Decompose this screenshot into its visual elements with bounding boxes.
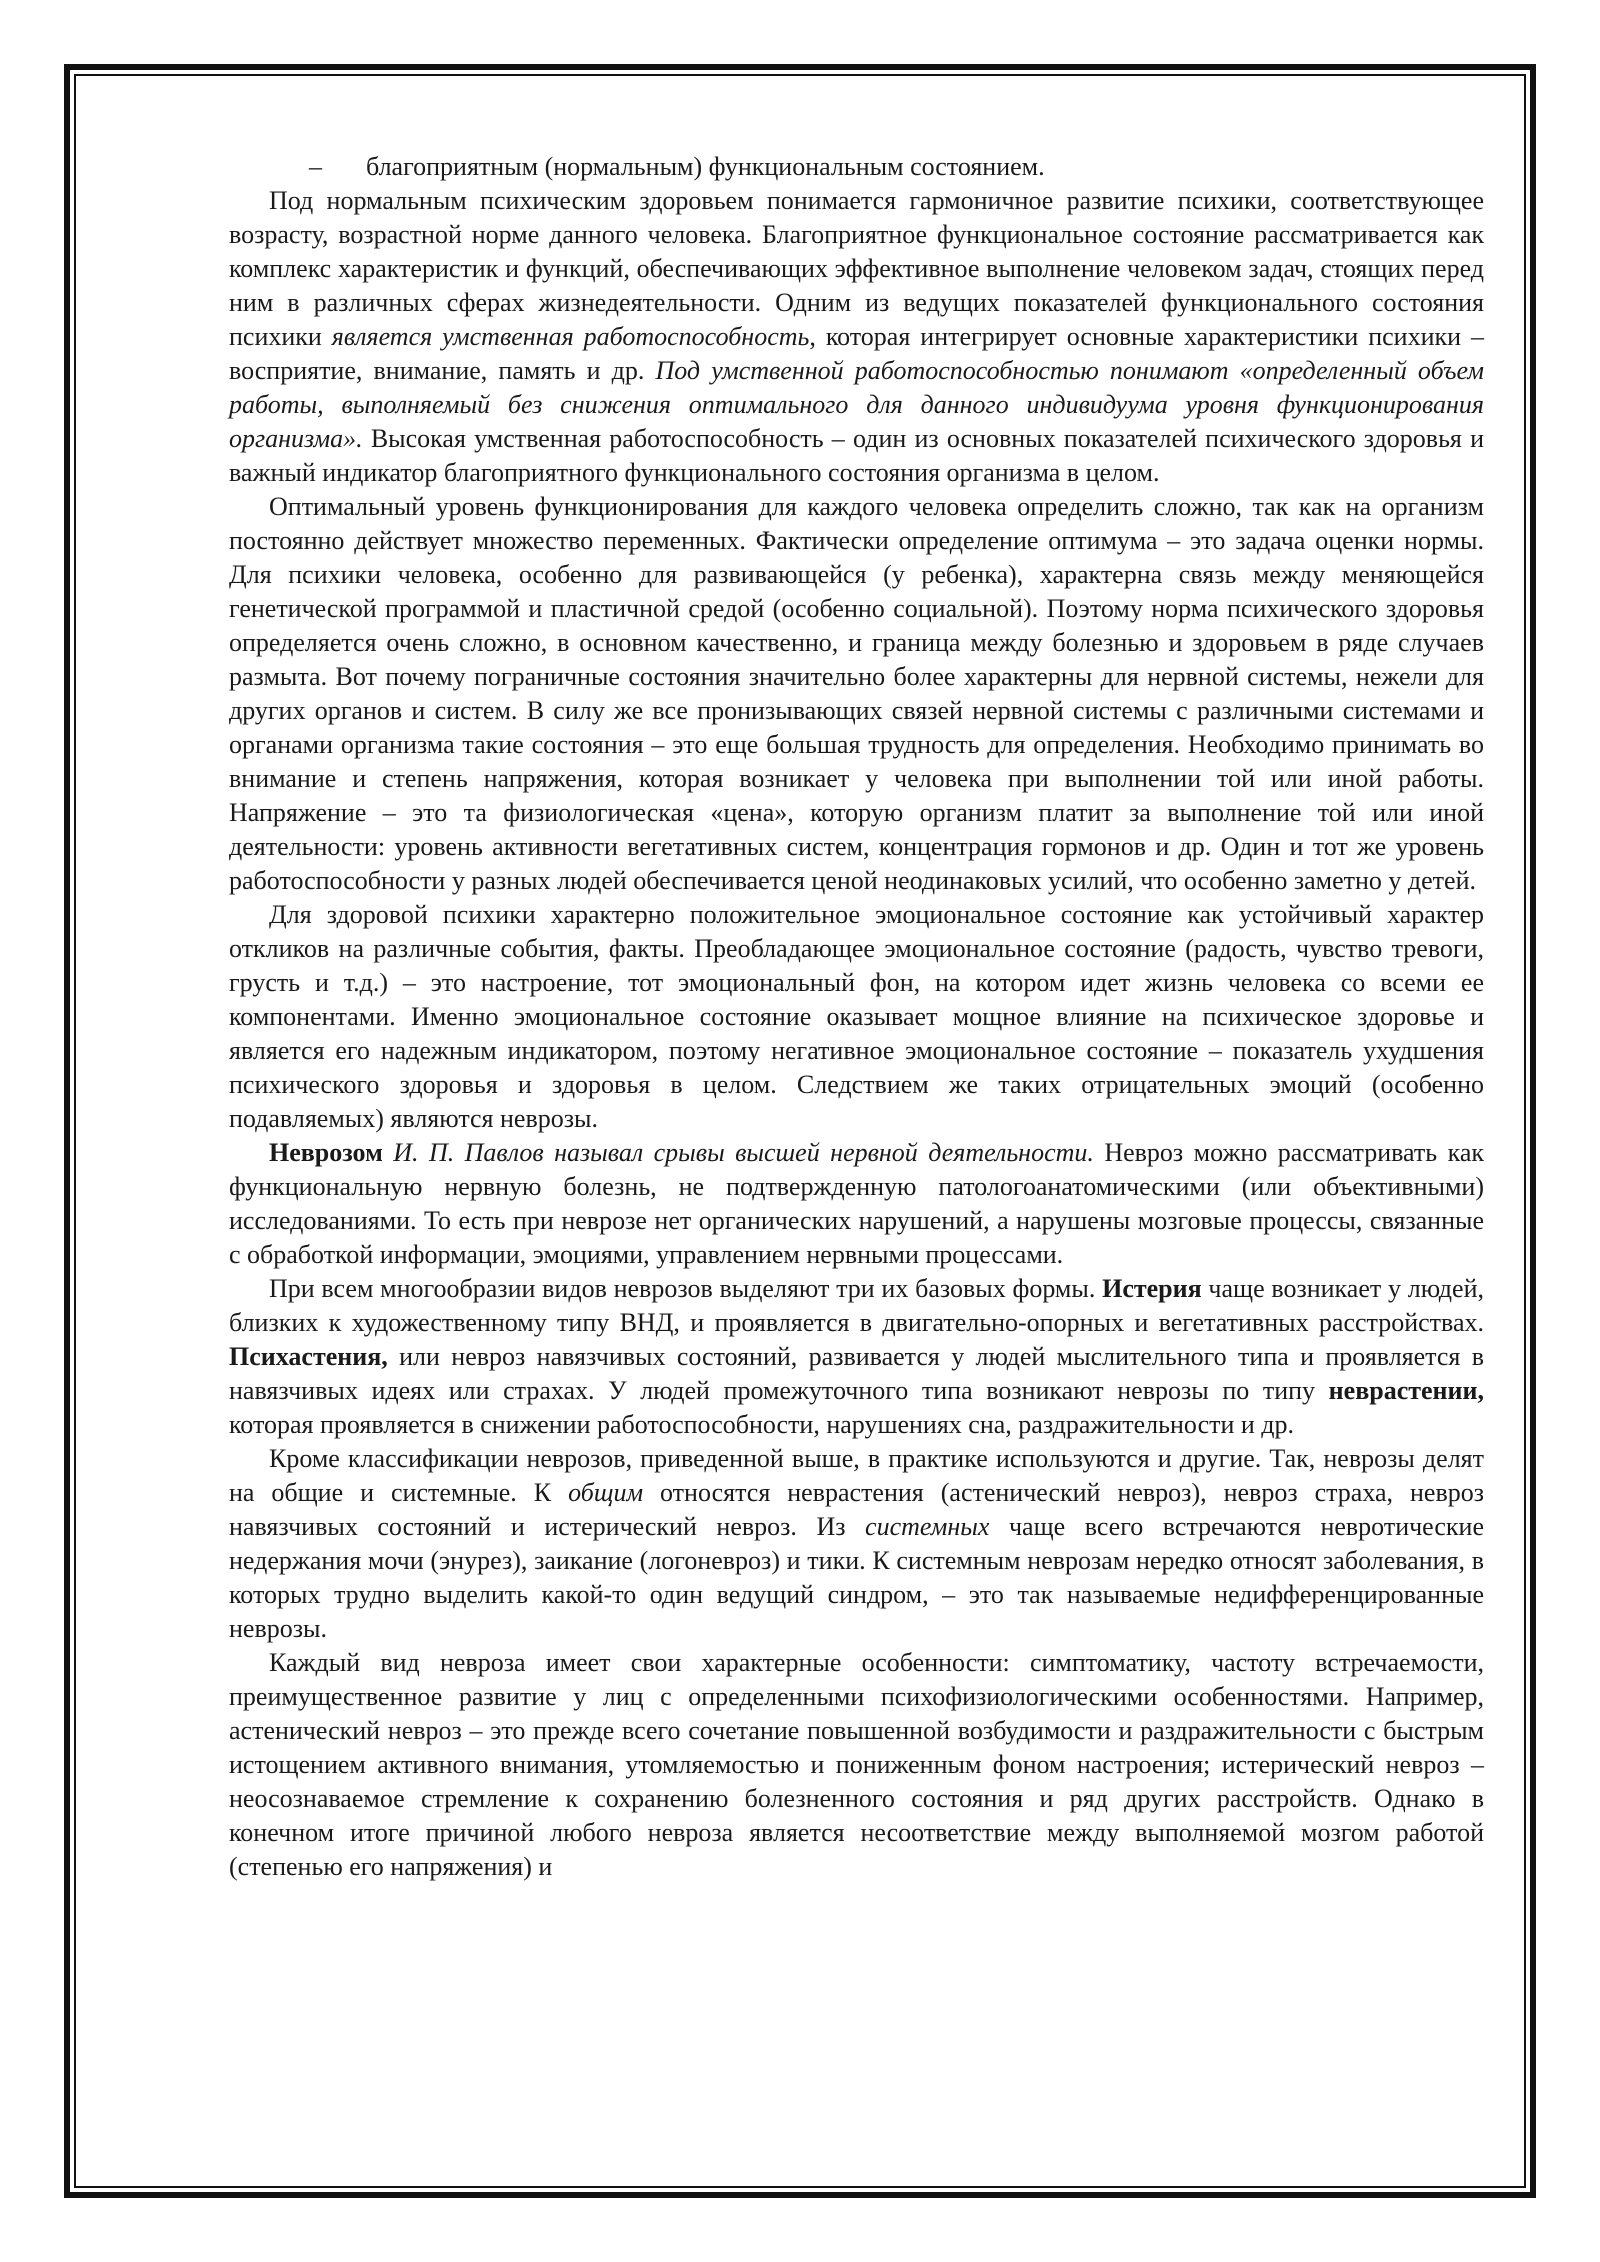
paragraph-emotional-state: Для здоровой психики характерно положительное эмоциональное состояние как устойчивый характер откликов на различные события, факты. Преобладающее эмоциональное состояние (радость, чувство тревоги, грусть и т.д.) – это настроение, тот эмоциональный фон, на котором идет жизнь человека со всеми ее компонентами. Именно эмоциональное состояние оказывает мощное влияние на психическое здоровье и является его надежным индикатором, поэтому негативное эмоциональное состояние – показатель ухудшения психического здоровья и здоровья в целом. Следствием же таких отрицательных эмоций (особенно подавляемых) являются неврозы. [229,900,1484,1133]
bullet-text: благоприятным (нормальным) функциональным состоянием. [366,152,1045,181]
p4-bold-a: Неврозом [269,1138,383,1167]
p6-text-a: Кроме классификации неврозов, приведенной выше, в практике используются и другие. Так, неврозы делят на общие и системные. К [229,1444,1484,1507]
p5-text-e: или невроз навязчивых состояний, развивается у людей мыслительного типа и проявляется в навязчивых идеях или страхах. У людей промежуточного типа возникают неврозы по типу [229,1342,1484,1405]
p5-text-a: При всем многообразии видов неврозов выделяют три их базовых формы. [269,1274,1103,1303]
p4-text-c: Невроз можно рассматривать как функциональную нервную болезнь, не подтвержденную патологоанатомическими (или объективными) исследованиями. То есть при неврозе нет органических нарушений, а нарушены мозговые процессы, связанные с обработкой информации, эмоциями, управлением нервными процессами. [229,1138,1484,1269]
p1-text-c: , которая интегрирует основные характеристики психики – восприятие, внимание, память и др. [229,322,1484,385]
p6-text-c: относятся неврастения (астенический невроз), невроз страха, невроз навязчивых состояний и истерический невроз. Из [229,1478,1485,1541]
p5-bold-d: Психастения, [229,1342,388,1371]
p4-italic-b: И. П. Павлов называл срывы высшей нервной деятельности. [382,1138,1094,1167]
paragraph-mental-health-definition [229,184,1484,490]
p5-text-g: которая проявляется в снижении работоспособности, нарушениях сна, раздражительности и др. [229,1410,1295,1439]
p1-italic-d: Под умственной работоспособностью понимают «определенный объем работы, выполняемый без снижения оптимального для данного индивидуума уровня функционирования организма». [229,356,1485,453]
paragraph-neurosis-features: Каждый вид невроза имеет свои характерные особенности: симптоматику, частоту встречаемости, преимущественное развитие у лиц с определенными психофизиологическими особенностями. Например, астенический невроз – это прежде всего сочетание повышенной возбудимости и раздражительности с быстрым истощением активного внимания, утомляемостью и пониженным фоном настроения; истерический невроз – неосознаваемое стремление к сохранению болезненного состояния и ряд других расстройств. Однако в конечном итоге причиной любого невроза является несоответствие между выполняемой мозгом работой (степенью его напряжения) и [229,1648,1484,1881]
p6-italic-d: системных [865,1512,990,1541]
p5-text-c: чаще возникает у людей, близких к художественному типу ВНД, и проявляется в двигательно-опорных и вегетативных расстройствах. [229,1274,1484,1337]
p5-bold-b: Истерия [1102,1274,1202,1303]
paragraph-neurosis-definition [229,1136,1484,1272]
bullet-item [229,150,1484,184]
document-body [229,150,1484,1884]
paragraph-neurosis-classification [229,1442,1484,1646]
p5-bold-f: неврастении, [1328,1376,1484,1405]
paragraph-neurosis-forms [229,1272,1484,1442]
bullet-dash: – [309,152,322,181]
p1-italic-b: является умственная работоспособность [331,322,810,351]
p6-italic-b: общим [568,1478,644,1507]
p1-text-e: Высокая умственная работоспособность – один из основных показателей психического здоровья и важный индикатор благоприятного функционального состояния организма в целом. [229,424,1484,487]
p1-text-a: Под нормальным психическим здоровьем понимается гармоничное развитие психики, соответствующее возрасту, возрастной норме данного человека. Благоприятное функциональное состояние рассматривается как комплекс характеристик и функций, обеспечивающих эффективное выполнение человеком задач, стоящих перед ним в различных сферах жизнедеятельности. Одним из ведущих показателей функционального состояния психики [229,186,1484,351]
p6-text-e: чаще всего встречаются невротические недержания мочи (энурез), заикание (логоневроз) и тики. К системным неврозам нередко относят заболевания, в которых трудно выделить какой-то один ведущий синдром, – это так называемые недифференцированные неврозы. [229,1512,1484,1643]
paragraph-optimal-level: Оптимальный уровень функционирования для каждого человека определить сложно, так как на организм постоянно действует множество переменных. Фактически определение оптимума – это задача оценки нормы. Для психики человека, особенно для развивающейся (у ребенка), характерна связь между меняющейся генетической программой и пластичной средой (особенно социальной). Поэтому норма психического здоровья определяется очень сложно, в основном качественно, и граница между болезнью и здоровьем в ряде случаев размыта. Вот почему пограничные состояния значительно более характерны для нервной системы, нежели для других органов и систем. В силу же все пронизывающих связей нервной системы с различными системами и органами организма такие состояния – это еще большая трудность для определения. Необходимо принимать во внимание и степень напряжения, которая возникает у человека при выполнении той или иной работы. Напряжение – это та физиологическая «цена», которую организм платит за выполнение той или иной деятельности: уровень активности вегетативных систем, концентрация гормонов и др. Один и тот же уровень работоспособности у разных людей обеспечивается ценой неодинаковых усилий, что особенно заметно у детей. [229,492,1484,895]
